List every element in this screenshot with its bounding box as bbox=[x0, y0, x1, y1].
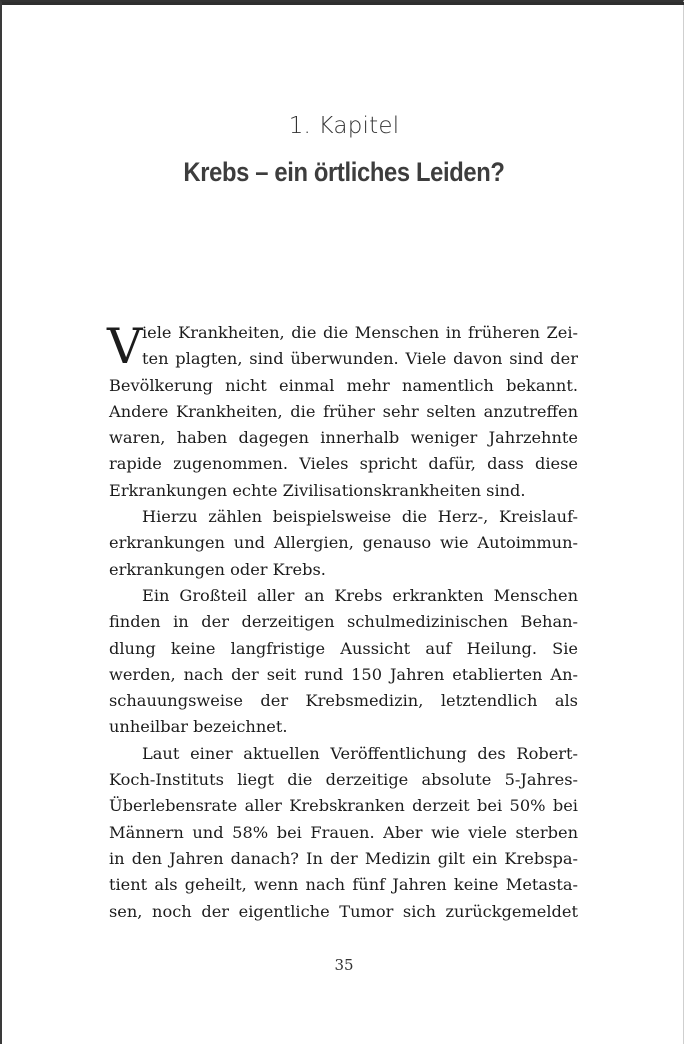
text-line: Andere Krankheiten, die früher sehr selten anzutreffen bbox=[109, 401, 578, 421]
text-line: Koch-Instituts liegt die derzeitige absolute 5-Jahres- bbox=[109, 770, 578, 790]
text-line: schauungsweise der Krebsmedizin, letztendlich als bbox=[109, 691, 578, 711]
text-line: in den Jahren danach? In der Medizin gilt ein Krebspa- bbox=[109, 848, 578, 868]
text-line: rapide zugenommen. Vieles spricht dafür, dass diese bbox=[109, 454, 578, 474]
text-line: werden, nach der seit rund 150 Jahren etablierten An- bbox=[109, 664, 578, 684]
text-line: erkrankungen und Allergien, genauso wie Autoimmun- bbox=[109, 533, 578, 553]
first-line-text: iele Krankheiten, die die Menschen in früheren Zei- bbox=[142, 323, 578, 342]
text-line: Hierzu zählen beispielsweise die Herz-, Kreislauf- bbox=[142, 507, 578, 527]
page-number: 35 bbox=[334, 956, 354, 974]
text-line: dlung keine langfristige Aussicht auf Heilung. Sie bbox=[109, 638, 578, 658]
text-line: unheilbar bezeichnet. bbox=[109, 717, 288, 737]
text-line: Laut einer aktuellen Veröffentlichung des Robert- bbox=[142, 743, 578, 763]
body-text bbox=[109, 320, 578, 925]
chapter-number: 1. Kapitel bbox=[288, 113, 400, 139]
text-line: Erkrankungen echte Zivilisationskrankheiten sind. bbox=[109, 480, 526, 500]
text-line: erkrankungen oder Krebs. bbox=[109, 559, 326, 579]
text-line: finden in der derzeitigen schulmedizinischen Behan- bbox=[109, 612, 578, 632]
text-line: tient als geheilt, wenn nach fünf Jahren keine Metasta- bbox=[109, 875, 578, 895]
chapter-title: Krebs – ein örtliches Leiden? bbox=[183, 157, 505, 187]
text-line: Überlebensrate aller Krebskranken derzeit bei 50% bei bbox=[109, 796, 578, 816]
top-edge bbox=[2, 2, 684, 5]
text-line: ten plagten, sind überwunden. Viele davon sind der bbox=[142, 349, 578, 369]
text-line: sen, noch der eigentliche Tumor sich zurückgemeldet bbox=[109, 901, 578, 921]
text-line: Bevölkerung nicht einmal mehr namentlich bekannt. bbox=[109, 375, 578, 395]
drop-cap: V bbox=[107, 318, 143, 375]
text-line: Männern und 58% bei Frauen. Aber wie viele sterben bbox=[109, 822, 578, 842]
text-line: Ein Großteil aller an Krebs erkrankten Menschen bbox=[142, 585, 578, 605]
text-line: waren, haben dagegen innerhalb weniger Jahrzehnte bbox=[109, 428, 578, 448]
